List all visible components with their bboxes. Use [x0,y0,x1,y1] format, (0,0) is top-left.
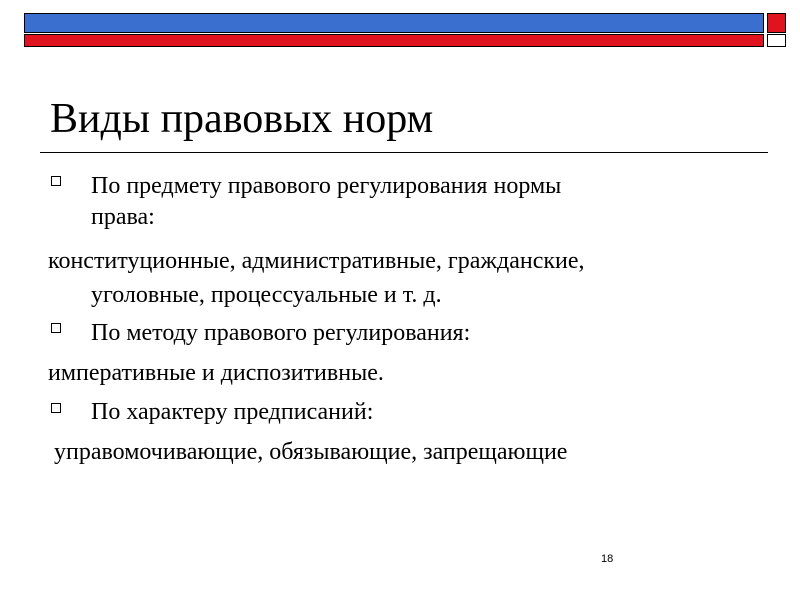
bullet-2: По методу правового регулирования: [91,320,471,346]
bullet-1-line-1: По предмету правового регулирования нормы [91,173,562,199]
header-blue-bar [24,13,764,33]
bullet-1-line-2: права: [91,204,155,230]
square-bullet-icon [51,323,61,333]
text-3: управомочивающие, обязывающие, запрещающие [48,439,568,465]
square-bullet-icon [51,403,61,413]
title-divider [40,152,768,153]
page-number: 18 [601,553,614,565]
header-red-square [767,13,786,33]
text-2: императивные и диспозитивные. [48,360,384,386]
square-bullet-icon [51,176,61,186]
header-red-bar [24,34,764,47]
text-1-line-1: конституционные, административные, гражданские, [48,248,585,274]
bullet-3: По характеру предписаний: [91,399,374,425]
header-white-square [767,34,786,47]
slide-title: Виды правовых норм [50,96,434,142]
text-1-line-2: уголовные, процессуальные и т. д. [91,282,442,308]
